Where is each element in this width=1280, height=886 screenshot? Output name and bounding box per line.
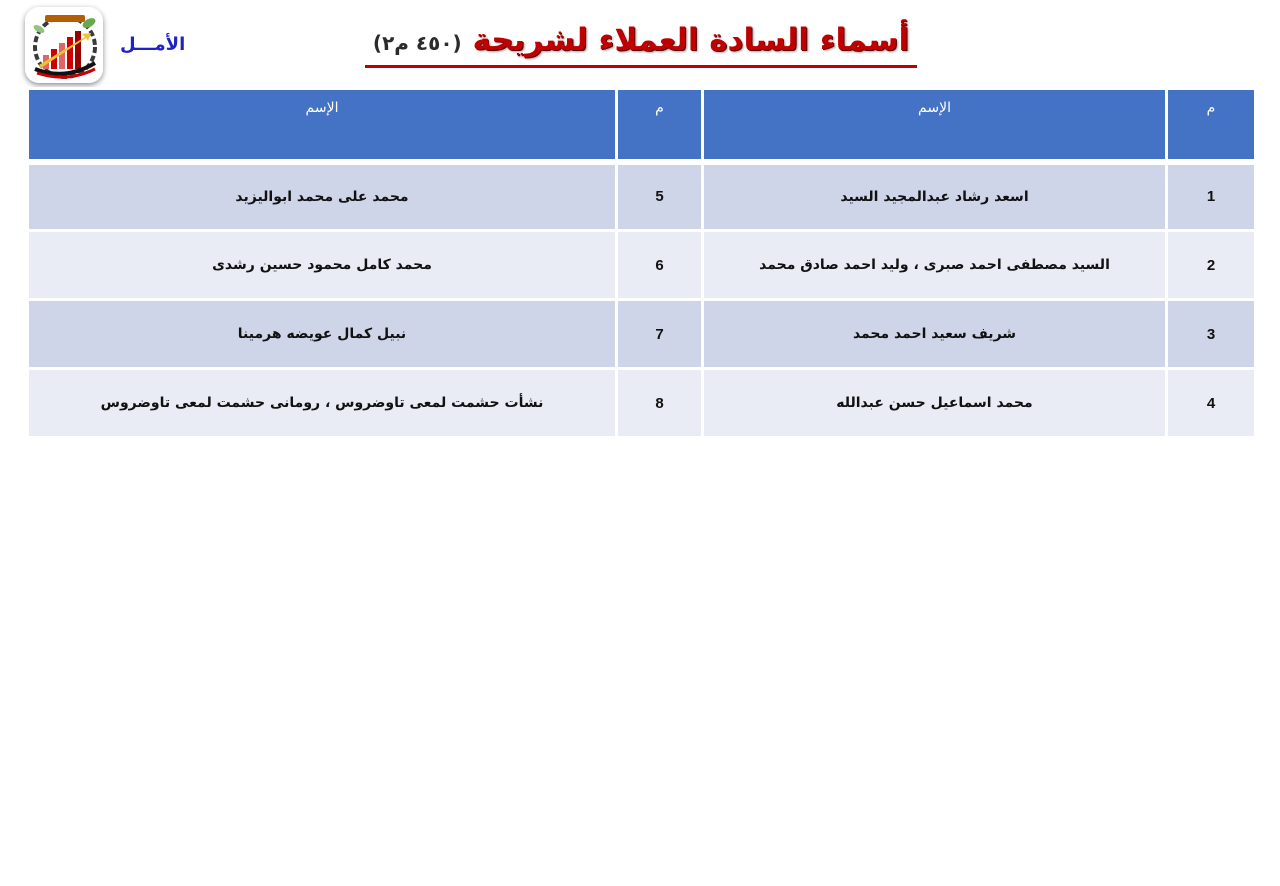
table-row	[28, 300, 1256, 369]
customer-name: نشأت حشمت لمعى تاوضروس ، رومانى حشمت لمعى تاوضروس	[28, 369, 617, 438]
customer-name: السيد مصطفى احمد صبرى ، وليد احمد صادق محمد	[703, 231, 1167, 300]
customers-table	[26, 87, 1257, 439]
table-row	[28, 162, 1256, 231]
row-number: 1	[1167, 162, 1256, 231]
row-number: 7	[617, 300, 703, 369]
customer-name: محمد اسماعيل حسن عبدالله	[703, 369, 1167, 438]
table-row	[28, 231, 1256, 300]
page-title-text: أسماء السادة العملاء لشريحة	[472, 22, 910, 58]
row-number: 2	[1167, 231, 1256, 300]
customer-name: محمد على محمد ابواليزيد	[28, 162, 617, 231]
company-logo	[25, 7, 103, 83]
logo-icon	[25, 7, 103, 83]
page-title-area: (٤٥٠ م٢)	[372, 31, 462, 55]
customer-name: شريف سعيد احمد محمد	[703, 300, 1167, 369]
page-title	[365, 18, 917, 65]
column-header-name-1: الإسم	[703, 89, 1167, 162]
page-title-block	[365, 18, 917, 70]
customer-name: نبيل كمال عويضه هرمينا	[28, 300, 617, 369]
row-number: 4	[1167, 369, 1256, 438]
customers-table-container	[26, 87, 1254, 439]
title-underline	[365, 65, 917, 68]
brand-name: الأمـــل	[120, 34, 186, 55]
customer-name: اسعد رشاد عبدالمجيد السيد	[703, 162, 1167, 231]
row-number: 6	[617, 231, 703, 300]
row-number: 5	[617, 162, 703, 231]
column-header-number-2: م	[617, 89, 703, 162]
table-row	[28, 369, 1256, 438]
column-header-number-1: م	[1167, 89, 1256, 162]
customer-name: محمد كامل محمود حسين رشدى	[28, 231, 617, 300]
table-header-row	[28, 89, 1256, 162]
column-header-name-2: الإسم	[28, 89, 617, 162]
row-number: 3	[1167, 300, 1256, 369]
row-number: 8	[617, 369, 703, 438]
